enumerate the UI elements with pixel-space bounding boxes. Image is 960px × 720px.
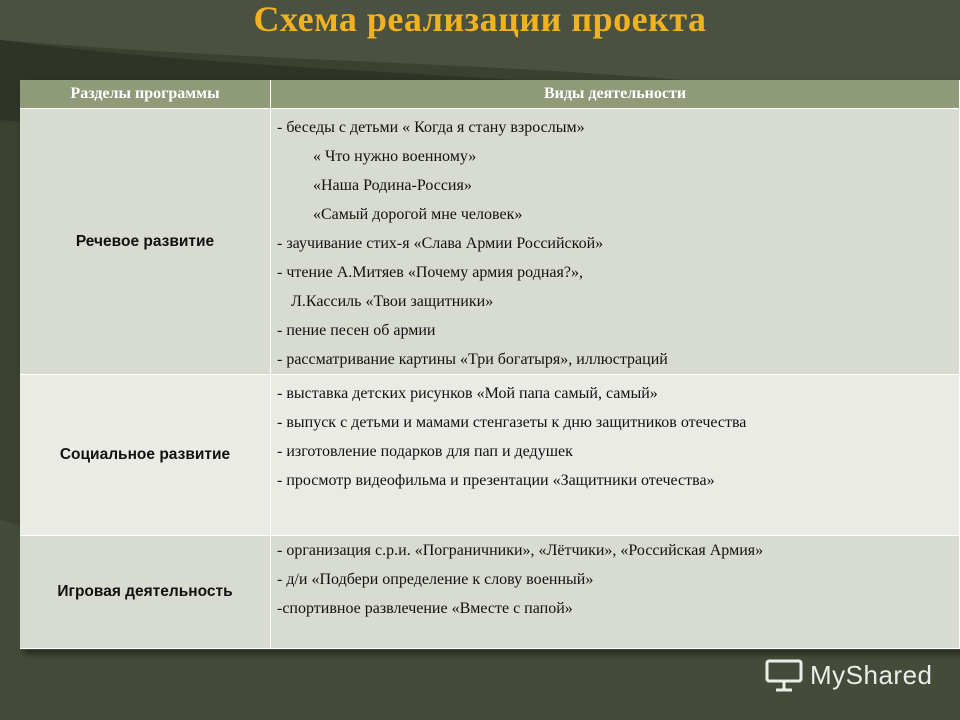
table-header-row	[20, 80, 960, 109]
project-scheme-table	[20, 80, 960, 649]
activities-cell	[271, 536, 960, 649]
section-cell: Игровая деятельность	[20, 536, 271, 649]
activity-item: Л.Кассиль «Твои защитники»	[291, 293, 494, 310]
activity-item: - выпуск с детьми и мамами стенгазеты к дню защитников отечества	[277, 414, 747, 431]
activity-item: «Наша Родина-Россия»	[313, 177, 472, 194]
column-header-sections: Разделы программы	[20, 80, 271, 109]
column-header-activities: Виды деятельности	[271, 80, 960, 109]
activity-item: « Что нужно военному»	[313, 148, 477, 165]
table-row	[20, 536, 960, 649]
activity-item: - д/и «Подбери определение к слову военный»	[277, 571, 594, 588]
activity-item: -спортивное развлечение «Вместе с папой»	[277, 600, 573, 617]
presentation-board-icon	[764, 658, 804, 692]
activities-cell	[271, 375, 960, 536]
activity-item: - просмотр видеофильма и презентации «Защитники отечества»	[277, 472, 715, 489]
activities-cell	[271, 109, 960, 375]
table-row	[20, 375, 960, 536]
activity-item: - рассматривание картины «Три богатыря», иллюстраций	[277, 351, 668, 368]
activity-item: - заучивание стих-я «Слава Армии Российской»	[277, 235, 604, 252]
activity-item: - чтение А.Митяев «Почему армия родная?»,	[277, 264, 583, 281]
section-cell: Речевое развитие	[20, 109, 271, 375]
slide-title: Схема реализации проекта	[253, 0, 707, 39]
watermark-text: MyShared	[810, 659, 933, 690]
activity-item: «Самый дорогой мне человек»	[313, 206, 523, 223]
activity-item: - пение песен об армии	[277, 322, 436, 339]
activity-item: - выставка детских рисунков «Мой папа самый, самый»	[277, 385, 658, 402]
table-row	[20, 109, 960, 375]
activity-item: - организация с.р.и. «Пограничники», «Лётчики», «Российская Армия»	[277, 542, 764, 559]
activity-item: - изготовление подарков для пап и дедушек	[277, 443, 573, 460]
section-cell: Социальное развитие	[20, 375, 271, 536]
project-scheme-table-container	[20, 80, 960, 650]
activity-item: - беседы с детьми « Когда я стану взрослым»	[277, 119, 585, 136]
watermark	[764, 656, 933, 694]
